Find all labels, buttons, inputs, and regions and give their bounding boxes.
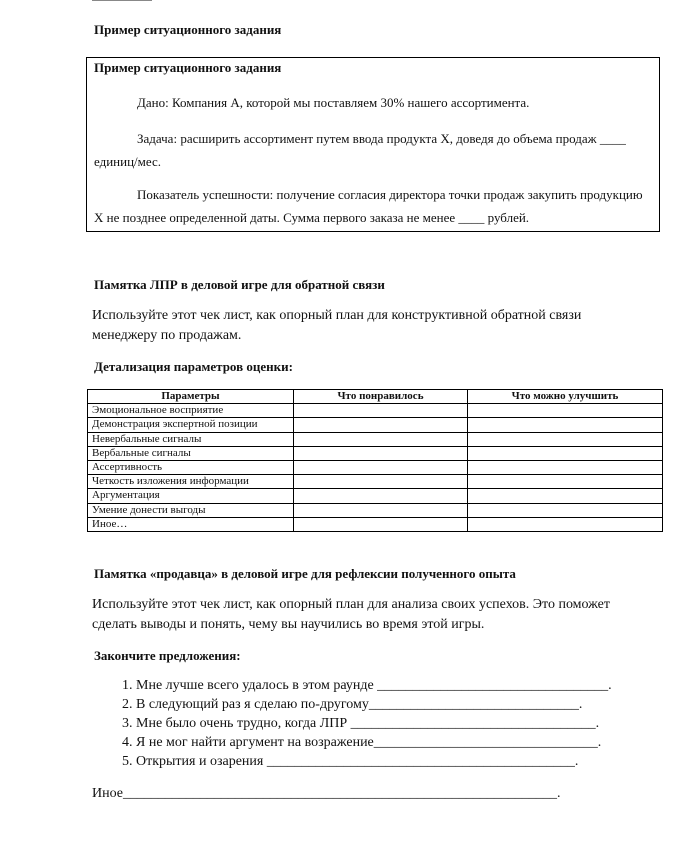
box-title: Пример ситуационного задания — [94, 60, 282, 75]
table-cell-improve[interactable] — [468, 489, 663, 503]
seller-intro: Используйте этот чек лист, как опорный план для анализа своих успехов. Это поможет сделать выводы и понять, чему вы научились во время этой игры. — [92, 597, 611, 632]
table-cell-improve[interactable] — [468, 432, 663, 446]
table-row — [88, 404, 663, 418]
box-success: Показатель успешности: получение согласия директора точки продаж закупить продукцию Х не позднее определенной даты. Сумма первого заказа не менее ____ рублей. — [94, 187, 643, 225]
table-cell-liked[interactable] — [294, 503, 468, 517]
table-cell-liked[interactable] — [294, 446, 468, 460]
table-row — [88, 517, 663, 531]
table-cell-liked[interactable] — [294, 489, 468, 503]
table-cell-parameter: Иное… — [88, 517, 294, 531]
details-heading: Детализация параметров оценки: — [94, 359, 293, 374]
example-box — [86, 57, 660, 232]
other-line: Иное______________________________________________________________. — [92, 786, 561, 801]
table-cell-improve[interactable] — [468, 517, 663, 531]
table-row — [88, 503, 663, 517]
table-cell-improve[interactable] — [468, 404, 663, 418]
table-row — [88, 418, 663, 432]
table-header: Что можно улучшить — [468, 390, 663, 404]
table-cell-improve[interactable] — [468, 418, 663, 432]
table-cell-improve[interactable] — [468, 446, 663, 460]
table-cell-parameter: Эмоциональное восприятие — [88, 404, 294, 418]
table-cell-liked[interactable] — [294, 404, 468, 418]
seller-heading: Памятка «продавца» в деловой игре для рефлексии полученного опыта — [94, 566, 516, 581]
lpr-heading: Памятка ЛПР в деловой игре для обратной связи — [94, 277, 385, 292]
finish-heading: Закончите предложения: — [94, 648, 241, 663]
table-cell-liked[interactable] — [294, 432, 468, 446]
list-item: 1. Мне лучше всего удалось в этом раунде _________________________________. — [136, 676, 692, 695]
list-item: 5. Открытия и озарения ____________________________________________. — [136, 752, 692, 771]
table-cell-parameter: Демонстрация экспертной позиции — [88, 418, 294, 432]
list-item: 3. Мне было очень трудно, когда ЛПР ___________________________________. — [136, 714, 692, 733]
box-task: Задача: расширить ассортимент путем ввода продукта Х, доведя до объема продаж ____ единиц/мес. — [94, 131, 626, 169]
table-header: Что понравилось — [294, 390, 468, 404]
table-cell-liked[interactable] — [294, 517, 468, 531]
list-item: 2. В следующий раз я сделаю по-другому______________________________. — [136, 695, 692, 714]
table-row — [88, 446, 663, 460]
table-cell-parameter: Ассертивность — [88, 460, 294, 474]
table-row — [88, 432, 663, 446]
evaluation-table — [87, 389, 663, 532]
table-cell-parameter: Невербальные сигналы — [88, 432, 294, 446]
table-row — [88, 475, 663, 489]
table-cell-parameter: Аргументация — [88, 489, 294, 503]
list-item: 4. Я не мог найти аргумент на возражение________________________________. — [136, 733, 692, 752]
table-cell-liked[interactable] — [294, 418, 468, 432]
table-row — [88, 489, 663, 503]
finish-list — [92, 676, 692, 771]
table-cell-parameter: Умение донести выгоды — [88, 503, 294, 517]
example-heading: Пример ситуационного задания — [94, 22, 282, 37]
table-cell-liked[interactable] — [294, 475, 468, 489]
lpr-intro: Используйте этот чек лист, как опорный план для конструктивной обратной связи менеджеру по продажам. — [92, 308, 582, 343]
table-row — [88, 460, 663, 474]
cropped-text-remnant — [92, 0, 152, 4]
table-cell-parameter: Четкость изложения информации — [88, 475, 294, 489]
table-cell-parameter: Вербальные сигналы — [88, 446, 294, 460]
table-header: Параметры — [88, 390, 294, 404]
table-cell-improve[interactable] — [468, 460, 663, 474]
box-given: Дано: Компания А, которой мы поставляем 30% нашего ассортимента. — [137, 95, 530, 110]
table-cell-liked[interactable] — [294, 460, 468, 474]
table-header-row — [88, 390, 663, 404]
table-cell-improve[interactable] — [468, 475, 663, 489]
table-cell-improve[interactable] — [468, 503, 663, 517]
